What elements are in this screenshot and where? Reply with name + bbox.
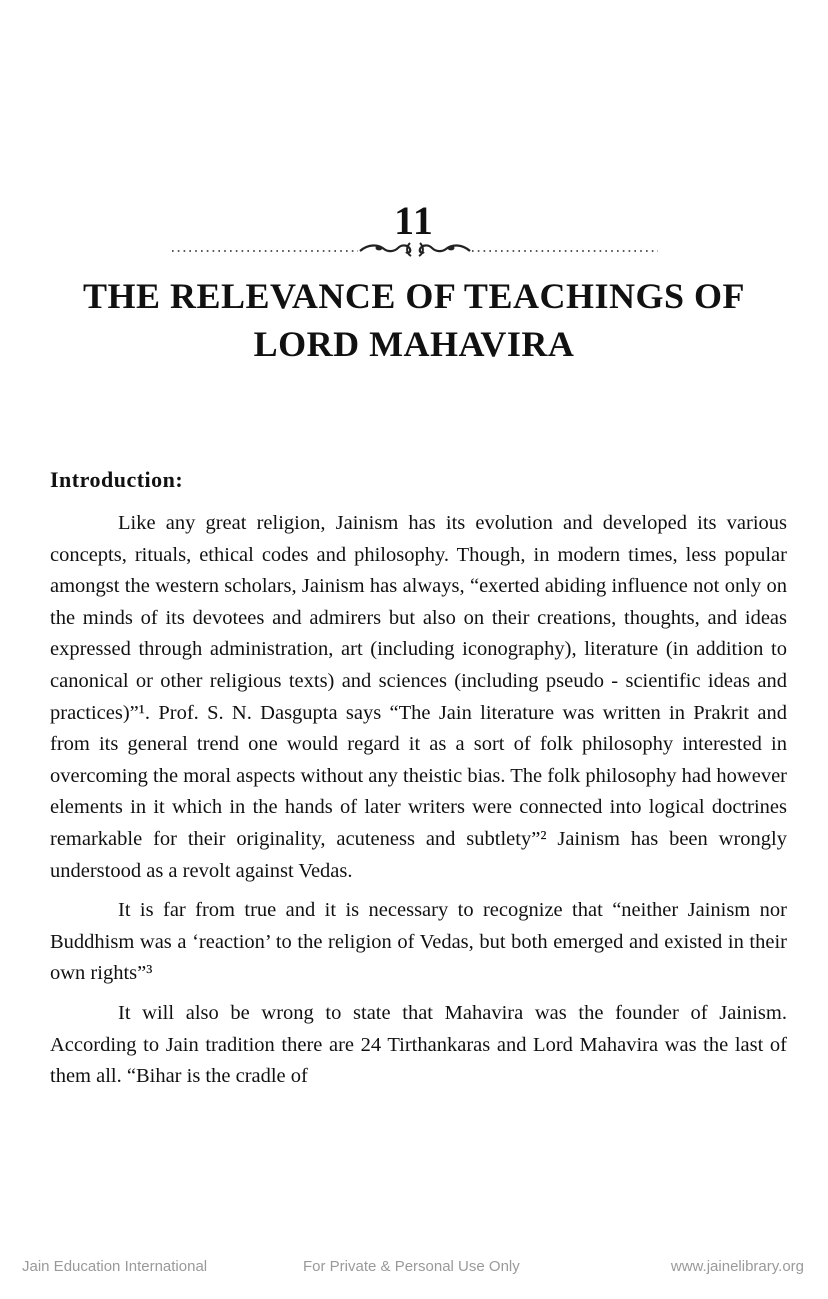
footer-publisher: Jain Education International [22,1258,208,1275]
scroll-ornament-divider-icon [170,240,660,258]
chapter-title-line-1: THE RELEVANCE OF TEACHINGS OF [83,276,745,316]
section-heading: Introduction: [50,467,184,492]
chapter-number: 11 [394,198,434,243]
chapter-title-line-2: LORD MAHAVIRA [253,324,575,364]
body-text [50,508,787,1093]
paragraph-3: It will also be wrong to state that Mahavira was the founder of Jainism. According to Jain tradition there are 24 Tirthankaras and Lord Mahavira was the last of them all. “Bihar is the cradle of [50,1001,787,1088]
page-footer [0,1258,828,1278]
chapter-title [40,272,788,368]
footer-website: www.jainelibrary.org [670,1258,804,1275]
paragraph-2: It is far from true and it is necessary to recognize that “neither Jainism nor Buddhism was a ‘reaction’ to the religion of Vedas, but both emerged and existed in their own rights”³ [50,899,787,985]
footer-usage-note: For Private & Personal Use Only [303,1258,520,1275]
paragraph-1: Like any great religion, Jainism has its evolution and developed its various concepts, rituals, ethical codes and philosophy. Though, in modern times, less popular amongst the western scholars, Jainism has always, “exerted abiding influence not only on the minds of its devotees and admirers but also on their creations, thoughts, and ideas expressed through administration, art (including iconography), literature (in addition to canonical or other religious texts) and sciences (including pseudo - scientific ideas and practices)”¹. Prof. S. N. Dasgupta says “The Jain literature was written in Prakrit and from its general trend one would regard it as a sort of folk philosophy interested in overcoming the moral aspects without any theistic bias. The folk philosophy had however elements in it which in the hands of later writers were connected into logical doctrines remarkable for their originality, acuteness and subtlety”² Jainism has been wrongly understood as a revolt against Vedas. [50,512,787,882]
